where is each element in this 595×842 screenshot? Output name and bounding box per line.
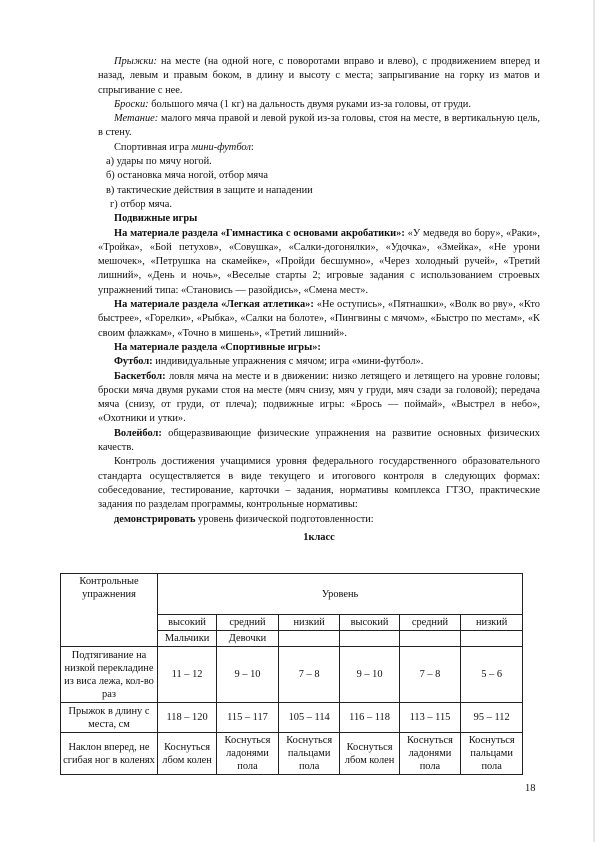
table-row	[61, 703, 523, 733]
table-cell: 5 – 6	[461, 647, 523, 703]
volleyball-text: общеразвивающие физические упражнения на развитие основных физических качеств.	[98, 427, 540, 454]
demonstrate-paragraph	[98, 513, 540, 527]
gym-label: На материале раздела «Гимнастика с основами акробатики»:	[114, 227, 405, 239]
header-exercises: Контрольные упражнения	[61, 574, 158, 647]
jumps-paragraph	[98, 55, 540, 98]
level-cell: высокий	[158, 615, 217, 631]
throws-label: Броски:	[114, 98, 149, 110]
table-cell: 9 – 10	[340, 647, 399, 703]
minifootball-name: мини-футбол	[191, 141, 251, 153]
basketball-text: ловля мяча на месте и в движении: низко летящего и летящего на уровне головы; броски мяча двумя руками стоя на месте (мяч снизу, мяч у груди, мяч сзади за головой); передача мяча (снизу, от груди, от плеча); подвижные игры: «Брось — поймай», «Выстрел в небо», «Охотники и утки».	[98, 370, 540, 425]
minifootball-colon: :	[250, 141, 254, 153]
minifootball-line	[98, 141, 540, 155]
table-cell: Коснуться ладонями пола	[399, 733, 461, 775]
table-cell: 7 – 8	[278, 647, 340, 703]
demonstrate-label: демонстрировать	[114, 513, 196, 525]
throws-paragraph	[98, 98, 540, 112]
football-paragraph	[98, 355, 540, 369]
boys-cell: Мальчики	[158, 631, 217, 647]
level-cell: низкий	[461, 615, 523, 631]
volleyball-label: Волейбол:	[114, 427, 162, 439]
level-cell: высокий	[340, 615, 399, 631]
jumps-text: на месте (на одной ноге, с поворотами вправо и влево), с продвижением вперед и назад, левым и правым боком, в длину и высоту с места; запрыгивание на горку из матов и спрыгивание с нее.	[98, 56, 540, 96]
metanie-text: малого мяча правой и левой рукой из-за головы, стоя на месте, в вертикальную цель, в стену.	[98, 113, 540, 139]
athletics-text: «Не оступись», «Пятнашки», «Волк во рву», «Кто быстрее», «Горелки», «Рыбка», «Салки на болоте», «Пингвины с мячом», «Быстро по местам», «К своим флажкам», «Точно в мишень», «Третий лишний».	[98, 299, 540, 339]
football-label: Футбол:	[114, 356, 153, 368]
row-label: Прыжок в длину с места, см	[61, 703, 158, 733]
row-label: Наклон вперед, не сгибая ног в коленях	[61, 733, 158, 775]
empty-cell	[399, 631, 461, 647]
athletics-paragraph	[98, 298, 540, 341]
table-row	[61, 733, 523, 775]
list-item-a: а) удары по мячу ногой.	[106, 156, 212, 168]
level-cell: средний	[217, 615, 279, 631]
demonstrate-text: уровень физической подготовленности:	[195, 513, 374, 525]
metanie-label: Метание:	[114, 113, 159, 125]
empty-cell	[278, 631, 340, 647]
document-body	[98, 55, 540, 559]
table-row	[61, 647, 523, 703]
table-cell: Коснуться ладонями пола	[217, 733, 279, 775]
level-cell: средний	[399, 615, 461, 631]
level-cell: низкий	[278, 615, 340, 631]
gym-text: «У медведя во бору», «Раки», «Тройка», «Бой петухов», «Совушка», «Салки-догонялки», «Удочка», «Змейка», «Не урони мешочек», «Петрушка на скамейке», «Пройди бесшумно», «Через холодный ручей», «Третий лишний», «День и ночь», «Веселые старты 2; игровые задания с использованием строевых упражнений типа: «Становись — разойдись», «Смена мест».	[98, 227, 540, 296]
table-cell: Коснуться лбом колен	[340, 733, 399, 775]
table-cell: 7 – 8	[399, 647, 461, 703]
table-cell: Коснуться лбом колен	[158, 733, 217, 775]
basketball-paragraph	[98, 370, 540, 427]
list-item-d: г) отбор мяча.	[110, 198, 172, 210]
class-heading: 1класс	[303, 531, 335, 543]
standards-table	[60, 573, 523, 775]
jumps-label: Прыжки:	[114, 56, 157, 67]
table-cell: 115 – 117	[217, 703, 279, 733]
volleyball-paragraph	[98, 427, 540, 456]
page-number: 18	[525, 783, 536, 794]
girls-cell: Девочки	[217, 631, 279, 647]
table-cell: Коснуться пальцами пола	[278, 733, 340, 775]
empty-cell	[340, 631, 399, 647]
minifootball-intro: Спортивная игра	[114, 141, 192, 153]
table-cell: 116 – 118	[340, 703, 399, 733]
empty-cell	[461, 631, 523, 647]
football-text: индивидуальные упражнения с мячом; игра «мини-футбол».	[152, 356, 424, 368]
header-level: Уровень	[158, 574, 523, 615]
table-cell: 9 – 10	[217, 647, 279, 703]
list-item-c: в) тактические действия в защите и нападении	[106, 184, 313, 196]
gym-paragraph	[98, 227, 540, 298]
list-item-b: б) остановка мяча ногой, отбор мяча	[106, 170, 269, 182]
basketball-label: Баскетбол:	[114, 370, 166, 382]
athletics-label: На материале раздела «Легкая атлетика»:	[114, 299, 314, 311]
table-cell: 113 – 115	[399, 703, 461, 733]
table-header-row	[61, 574, 523, 615]
metanie-paragraph	[98, 112, 540, 141]
control-paragraph: Контроль достижения учащимися уровня федерального государственного образовательного стандарта осуществляется в виде текущего и итогового контроля в следующих формах: собеседование, тестирование, карточки – задания, нормативы комплекса ГТЗО, практические задания по разделам программы, контрольные нормативы:	[98, 456, 540, 511]
table-cell: Коснуться пальцами пола	[461, 733, 523, 775]
table-cell: 105 – 114	[278, 703, 340, 733]
throws-text: большого мяча (1 кг) на дальность двумя руками из-за головы, от груди.	[148, 98, 471, 110]
table-cell: 95 – 112	[461, 703, 523, 733]
row-label: Подтягивание на низкой перекладине из виса лежа, кол-во раз	[61, 647, 158, 703]
podvizhnye-heading: Подвижные игры	[114, 213, 198, 225]
sport-games-heading: На материале раздела «Спортивные игры»:	[114, 341, 321, 353]
table-cell: 11 – 12	[158, 647, 217, 703]
table-cell: 118 – 120	[158, 703, 217, 733]
